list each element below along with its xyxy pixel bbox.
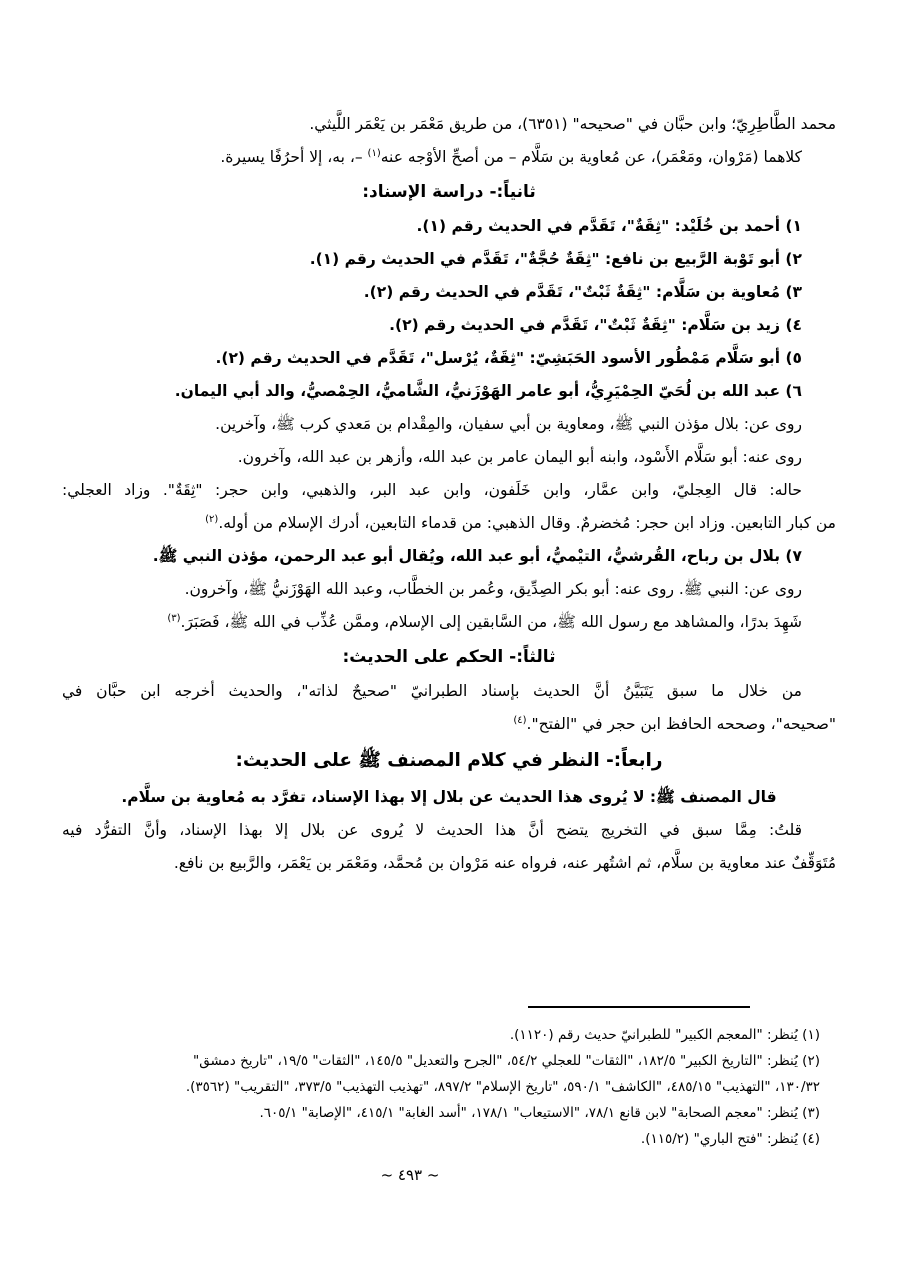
author-quote: قال المصنف ﷺ: لا يُروى هذا الحديث عن بلال إلا بهذا الإسناد، تفرَّد به مُعاوية بن سلَّام.	[121, 788, 777, 806]
footnote-2: (٢) يُنظر: "التاريخ الكبير" ١٨٢/٥، "الثقات" للعجلي ٥٤/٢، "الجرح والتعديل" ١٤٥/٥، "الثقات" ١٩/٥، "تاريخ دمشق"	[193, 1053, 820, 1069]
footnote-4: (٤) يُنظر: "فتح الباري" (١١٥/٢).	[640, 1131, 820, 1147]
main-text	[62, 108, 836, 880]
footnote-1: (١) يُنظر: "المعجم الكبير" للطبرانيّ حديث رقم (١١٢٠).	[509, 1027, 820, 1043]
section-heading-isnad: ثانياً:- دراسة الإسناد:	[362, 182, 536, 202]
footnote-ref-4[interactable]: (٤)	[513, 714, 527, 726]
section-heading-author-view: رابعاً:- النظر في كلام المصنف ﷺ على الحديث:	[235, 750, 663, 771]
text-line-1: محمد الطَّاطِرِيّ؛ وابن حبَّان في "صحيحه" (٦٣٥١)، من طريق مَعْمَر بن يَعْمَر اللَّيثي.	[309, 115, 836, 133]
page-number: ~ ٤٩٣ ~	[380, 1166, 440, 1184]
footnote-ref-1[interactable]: (١)	[367, 147, 381, 159]
footnote-ref-2[interactable]: (٢)	[205, 513, 219, 525]
narrator-7-narration: روى عن: النبي ﷺ. روى عنه: أبو بكر الصِدِّيق، وعُمر بن الخطَّاب، وعبد الله الهَوْزَنيُّ ﷺ، وآخرون.	[184, 580, 802, 598]
ruling-line-1: من خلال ما سبق يَتَبَيَّنُ أنَّ الحديث بإسناد الطبرانيّ "صحيحٌ لذاته"، والحديث أخرجه ابن حبَّان في	[62, 682, 802, 700]
footnotes	[62, 1022, 820, 1152]
narrator-3: ٣) مُعاوية بن سَلَّام: "ثِقَةٌ ثَبْتٌ"، تَقَدَّم في الحديث رقم (٢).	[363, 283, 802, 301]
text-line-2	[62, 141, 836, 174]
narrator-6-status-cont	[62, 507, 836, 540]
narrator-7-biography	[62, 606, 836, 639]
narrator-7-biography-text: شَهِدَ بدرًا، والمشاهد مع رسول الله ﷺ، من السَّابقين إلى الإسلام، وممَّن عُذِّب في الله ﷺ، فَصَبَرَ.	[180, 613, 802, 631]
narrator-7: ٧) بلال بن رباح، القُرشيُّ، التيْميُّ، أبو عبد الله، ويُقال أبو عبد الرحمن، مؤذن النبي ﷺ.	[152, 547, 802, 565]
section-heading-ruling: ثالثاً:- الحكم على الحديث:	[342, 647, 556, 667]
narrator-4: ٤) زيد بن سَلَّام: "ثِقَةٌ ثَبْتٌ"، تَقَدَّم في الحديث رقم (٢).	[389, 316, 802, 334]
narrator-6: ٦) عبد الله بن لُحَيّ الحِمْيَرِيُّ، أبو عامر الهَوْزَنيُّ، الشَّاميُّ، الحِمْصيُّ، والد أبي اليمان.	[174, 382, 802, 400]
ruling-line-2	[62, 708, 836, 741]
footnote-2-cont: ١٣٠/٣٢، "التهذيب" ٤٨٥/١٥، "الكاشف" ٥٩٠/١، "تاريخ الإسلام" ٨٩٧/٢، "تهذيب التهذيب" ٣٧٣/٥، "التقريب" (٣٥٦٢).	[185, 1079, 820, 1095]
text-line-2-end: –، به، إلا أحرُفًا يسيرة.	[220, 148, 368, 166]
analysis-line-2: مُتَوَقِّفٌ عند معاوية بن سلَّام، ثم اشتُهر عنه، فرواه عنه مَرْوان بن مُحمَّد، ومَعْمَر بن يَعْمَر، والرَّبيع بن نافع.	[173, 854, 836, 872]
footnote-3: (٣) يُنظر: "معجم الصحابة" لابن قانع ٧٨/١، "الاستيعاب" ١٧٨/١، "أسد الغابة" ٤١٥/١، "الإصابة" ٦٠٥/١.	[259, 1105, 820, 1121]
narrator-6-status-cont-text: من كبار التابعين. وزاد ابن حجر: مُخضرمٌ. وقال الذهبي: من قدماء التابعين، أدرك الإسلام من أوله.	[218, 514, 836, 532]
narrator-1: ١) أحمد بن خُلَيْد: "ثِقَةٌ"، تَقَدَّم في الحديث رقم (١).	[416, 217, 802, 235]
analysis-line-1: قلتُ: مِمَّا سبق في التخريج يتضح أنَّ هذا الحديث لا يُروى عن بلال إلا بهذا الإسناد، وأنَّ التفرُّد فيه	[62, 821, 802, 839]
narrator-5: ٥) أبو سَلَّام مَمْطُور الأسود الحَبَشِيّ: "ثِقَةٌ، يُرْسل"، تَقَدَّم في الحديث رقم (٢).	[215, 349, 802, 367]
ruling-line-2-text: "صحيحه"، وصححه الحافظ ابن حجر في "الفتح".	[526, 715, 836, 733]
narrator-2: ٢) أبو تَوْبة الرَّبيع بن نافع: "ثِقَةٌ حُجَّةٌ"، تَقَدَّم في الحديث رقم (١).	[309, 250, 802, 268]
footnote-separator	[528, 1006, 750, 1008]
footnote-ref-3[interactable]: (٣)	[167, 612, 181, 624]
narrator-6-narrated-by: روى عنه: أبو سَلَّام الأَسْود، وابنه أبو اليمان عامر بن عبد الله، وأزهر بن عبد الله، وآخرون.	[237, 448, 802, 466]
narrator-6-status: حاله: قال العِجليّ، وابن عمَّار، وابن خَلَفون، وابن عبد البر، والذهبي، وابن حجر: "ثِقَةٌ". وزاد العجلي:	[62, 481, 802, 499]
narrator-6-narrated-from: روى عن: بلال مؤذن النبي ﷺ، ومعاوية بن أبي سفيان، والمِقْدام بن مَعدي كرب ﷺ، وآخرين.	[215, 415, 802, 433]
text-line-2-start: كلاهما (مَرْوان، ومَعْمَر)، عن مُعاوية بن سَلَّام – من أصحِّ الأوْجه عنه	[380, 148, 802, 166]
